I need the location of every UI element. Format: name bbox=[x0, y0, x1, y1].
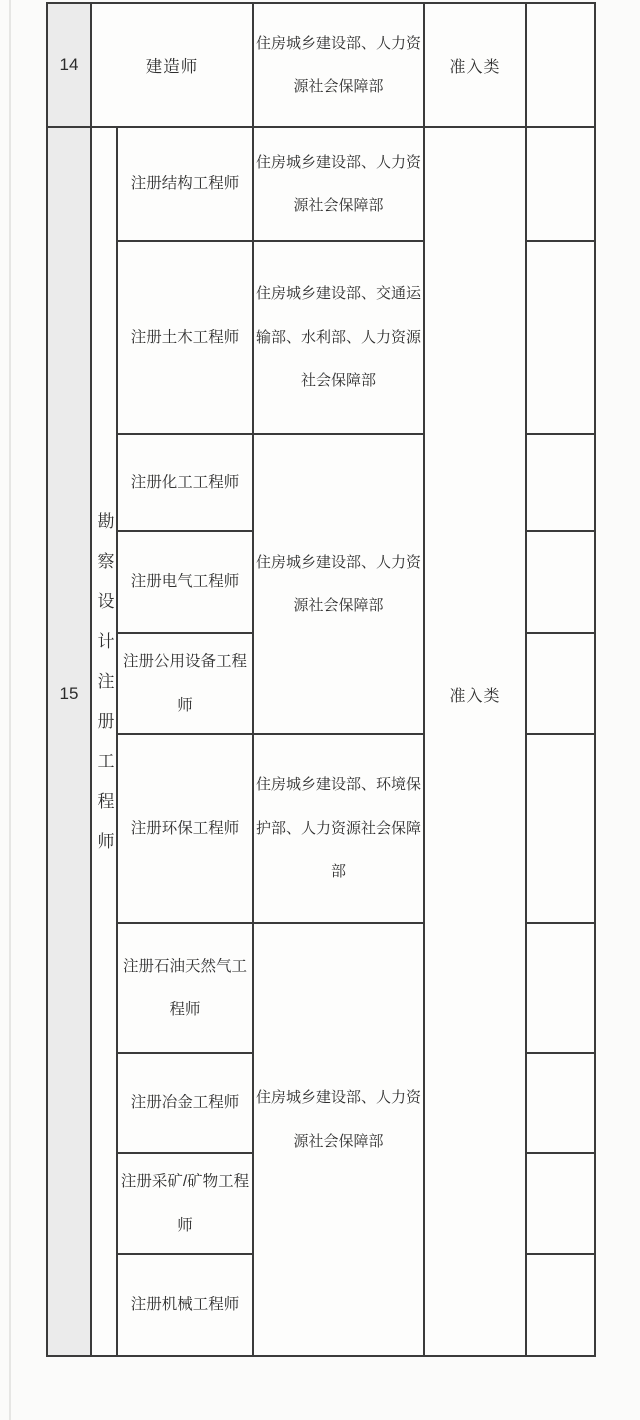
type-cell: 准入类 bbox=[424, 127, 526, 1356]
department-cell: 住房城乡建设部、环境保护部、人力资源社会保障部 bbox=[253, 734, 424, 923]
department-cell: 住房城乡建设部、人力资源社会保障部 bbox=[253, 434, 424, 734]
empty-cell bbox=[526, 1254, 595, 1356]
table-row bbox=[47, 127, 595, 241]
empty-cell bbox=[526, 1153, 595, 1254]
qualification-table bbox=[46, 2, 596, 1357]
profession-cell: 注册化工工程师 bbox=[117, 434, 253, 531]
department-cell: 住房城乡建设部、人力资源社会保障部 bbox=[253, 923, 424, 1356]
profession-cell: 注册土木工程师 bbox=[117, 241, 253, 434]
empty-cell bbox=[526, 633, 595, 734]
empty-cell bbox=[526, 1053, 595, 1153]
empty-cell bbox=[526, 434, 595, 531]
profession-cell: 注册冶金工程师 bbox=[117, 1053, 253, 1153]
empty-cell bbox=[526, 3, 595, 127]
profession-cell: 注册环保工程师 bbox=[117, 734, 253, 923]
category-cell bbox=[91, 127, 117, 1356]
profession-cell: 注册石油天然气工程师 bbox=[117, 923, 253, 1053]
department-cell: 住房城乡建设部、交通运输部、水利部、人力资源社会保障部 bbox=[253, 241, 424, 434]
profession-cell: 注册采矿/矿物工程师 bbox=[117, 1153, 253, 1254]
category-vertical-label: 勘察设计注册工程师 bbox=[94, 511, 114, 872]
page-edge-line bbox=[9, 0, 11, 1420]
profession-cell: 注册电气工程师 bbox=[117, 531, 253, 633]
profession-cell: 建造师 bbox=[91, 3, 253, 127]
table-row bbox=[47, 3, 595, 127]
profession-cell: 注册公用设备工程师 bbox=[117, 633, 253, 734]
empty-cell bbox=[526, 241, 595, 434]
profession-cell: 注册机械工程师 bbox=[117, 1254, 253, 1356]
department-cell: 住房城乡建设部、人力资源社会保障部 bbox=[253, 127, 424, 241]
row-number-cell: 15 bbox=[47, 127, 91, 1356]
empty-cell bbox=[526, 531, 595, 633]
empty-cell bbox=[526, 127, 595, 241]
profession-cell: 注册结构工程师 bbox=[117, 127, 253, 241]
department-cell: 住房城乡建设部、人力资源社会保障部 bbox=[253, 3, 424, 127]
row-number-cell: 14 bbox=[47, 3, 91, 127]
type-cell: 准入类 bbox=[424, 3, 526, 127]
empty-cell bbox=[526, 923, 595, 1053]
empty-cell bbox=[526, 734, 595, 923]
